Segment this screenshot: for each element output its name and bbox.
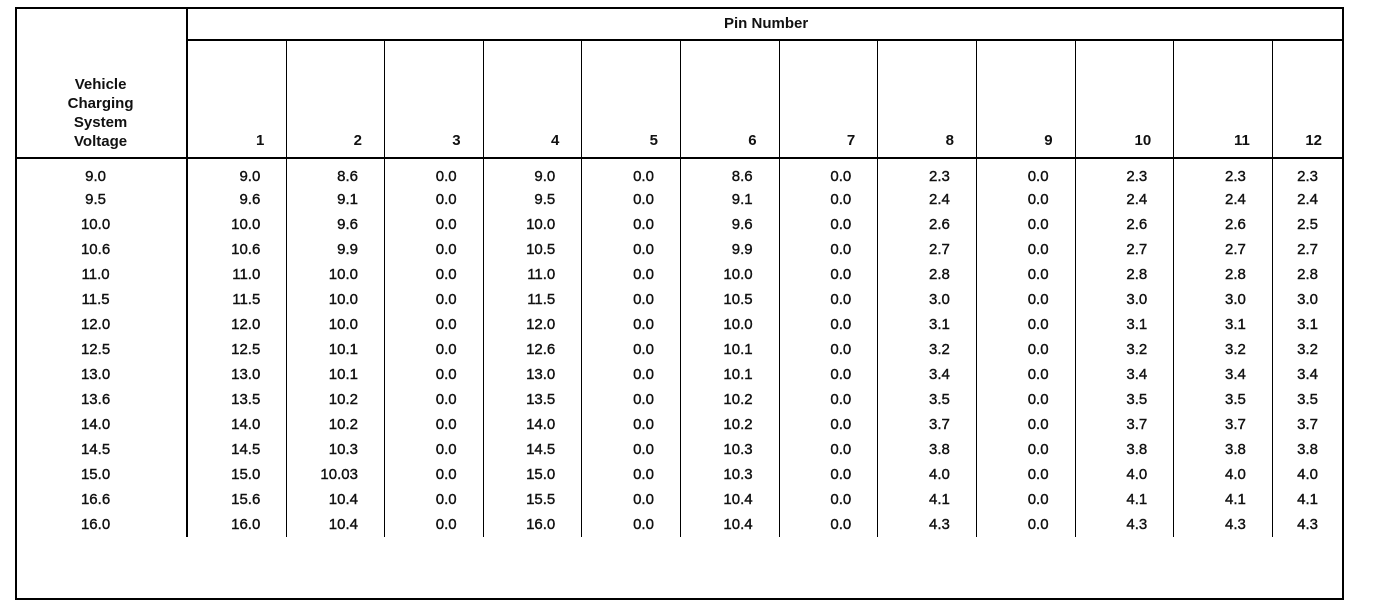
pin-value-cell: 10.0 <box>187 212 287 237</box>
pin-value-cell: 2.7 <box>878 237 977 262</box>
pin-value-cell: 3.1 <box>1075 312 1174 337</box>
pin-value-cell: 0.0 <box>582 512 681 537</box>
pin-value-cell: 10.4 <box>680 487 779 512</box>
pin-value-cell: 13.0 <box>187 362 287 387</box>
pin-value-cell: 9.1 <box>680 187 779 212</box>
pin-value-cell: 2.3 <box>1174 158 1273 187</box>
table-row <box>15 462 1344 487</box>
pin-value-cell: 3.5 <box>1075 387 1174 412</box>
pin-header-4: 4 <box>483 40 582 158</box>
voltage-cell: 11.5 <box>15 287 187 312</box>
pin-value-cell: 3.7 <box>878 412 977 437</box>
row-header-line: Vehicle <box>74 76 127 93</box>
voltage-cell: 15.0 <box>15 462 187 487</box>
pin-value-cell: 9.6 <box>287 212 385 237</box>
table-row <box>15 412 1344 437</box>
row-header-line: System <box>73 114 128 131</box>
pin-value-cell: 9.6 <box>187 187 287 212</box>
pin-value-cell: 0.0 <box>976 312 1075 337</box>
table-row <box>15 212 1344 237</box>
pin-value-cell: 10.2 <box>680 387 779 412</box>
pin-value-cell: 9.1 <box>287 187 385 212</box>
pin-value-cell: 0.0 <box>582 462 681 487</box>
voltage-cell: 10.6 <box>15 237 187 262</box>
pin-value-cell: 0.0 <box>976 512 1075 537</box>
pin-value-cell: 2.4 <box>878 187 977 212</box>
pin-value-cell: 0.0 <box>779 512 878 537</box>
row-header-line: Charging <box>67 95 134 112</box>
pin-value-cell: 0.0 <box>976 337 1075 362</box>
voltage-cell: 14.0 <box>15 412 187 437</box>
pin-value-cell: 8.6 <box>680 158 779 187</box>
pin-value-cell: 10.1 <box>287 337 385 362</box>
pin-value-cell: 13.5 <box>483 387 582 412</box>
pin-value-cell: 14.5 <box>187 437 287 462</box>
pin-value-cell: 0.0 <box>779 212 878 237</box>
pin-value-cell: 4.1 <box>1174 487 1273 512</box>
table-row <box>15 187 1344 212</box>
pin-value-cell: 2.8 <box>878 262 977 287</box>
pin-value-cell: 3.7 <box>1174 412 1273 437</box>
pin-value-cell: 3.1 <box>1297 316 1318 333</box>
pin-header-8: 8 <box>878 40 977 158</box>
pin-value-cell: 3.8 <box>1075 437 1174 462</box>
pin-value-cell: 15.0 <box>187 462 287 487</box>
pin-header-11: 11 <box>1174 40 1273 158</box>
pin-value-cell: 3.2 <box>1075 337 1174 362</box>
pin-value-cell: 10.1 <box>287 362 385 387</box>
pin-value-cell: 0.0 <box>384 287 483 312</box>
pin-value-cell: 0.0 <box>384 362 483 387</box>
pin-value-cell: 0.0 <box>582 337 681 362</box>
pin-value-cell: 11.5 <box>483 287 582 312</box>
pin-value-cell: 2.3 <box>878 158 977 187</box>
pin-value-cell: 0.0 <box>976 437 1075 462</box>
pin-value-cell: 3.2 <box>878 337 977 362</box>
pin-value-cell: 9.9 <box>287 237 385 262</box>
pin-value-cell: 0.0 <box>384 462 483 487</box>
pin-value-cell: 10.6 <box>187 237 287 262</box>
pin-value-cell: 3.8 <box>878 437 977 462</box>
pin-value-cell: 2.8 <box>1075 262 1174 287</box>
pin-value-cell: 0.0 <box>779 437 878 462</box>
pin-value-cell: 0.0 <box>779 362 878 387</box>
pin-value-cell: 12.6 <box>483 337 582 362</box>
pin-value-cell: 12.0 <box>187 312 287 337</box>
pin-value-cell: 3.7 <box>1075 412 1174 437</box>
pin-value-cell: 0.0 <box>582 262 681 287</box>
pin-number-header: Pin Number <box>187 7 1344 40</box>
pin-value-cell: 15.5 <box>483 487 582 512</box>
voltage-cell: 14.5 <box>15 437 187 462</box>
pin-value-cell: 0.0 <box>976 287 1075 312</box>
pin-header-10: 10 <box>1075 40 1174 158</box>
pin-value-cell: 4.1 <box>878 487 977 512</box>
pin-value-cell: 10.0 <box>483 212 582 237</box>
pin-value-cell: 2.4 <box>1297 191 1318 208</box>
pin-voltage-table <box>15 7 1344 537</box>
pin-value-cell: 3.8 <box>1174 437 1273 462</box>
voltage-cell: 16.6 <box>15 487 187 512</box>
pin-value-cell: 0.0 <box>384 312 483 337</box>
pin-value-cell: 3.5 <box>878 387 977 412</box>
pin-value-cell: 0.0 <box>384 212 483 237</box>
row-header-label <box>15 7 187 158</box>
pin-value-cell: 0.0 <box>976 262 1075 287</box>
pin-value-cell: 3.0 <box>878 287 977 312</box>
pin-value-cell: 10.2 <box>287 412 385 437</box>
pin-value-cell: 0.0 <box>976 362 1075 387</box>
pin-value-cell: 2.5 <box>1297 216 1318 233</box>
pin-value-cell: 4.3 <box>1174 512 1273 537</box>
pin-value-cell: 10.3 <box>680 462 779 487</box>
pin-value-cell: 0.0 <box>582 487 681 512</box>
pin-value-cell: 0.0 <box>976 412 1075 437</box>
pin-value-cell: 11.5 <box>187 287 287 312</box>
table-row <box>15 312 1344 337</box>
pin-value-cell: 3.4 <box>878 362 977 387</box>
pin-value-cell: 0.0 <box>582 312 681 337</box>
pin-value-cell: 13.0 <box>483 362 582 387</box>
pin-header-5: 5 <box>582 40 681 158</box>
pin-value-cell: 0.0 <box>779 462 878 487</box>
pin-value-cell: 3.4 <box>1075 362 1174 387</box>
pin-header-9: 9 <box>976 40 1075 158</box>
pin-value-cell: 0.0 <box>384 487 483 512</box>
pin-value-cell: 16.0 <box>483 512 582 537</box>
voltage-cell: 9.5 <box>15 187 187 212</box>
pin-value-cell: 10.3 <box>680 437 779 462</box>
pin-value-cell: 0.0 <box>779 262 878 287</box>
table-row <box>15 437 1344 462</box>
pin-value-cell: 0.0 <box>582 237 681 262</box>
pin-value-cell: 3.1 <box>1174 312 1273 337</box>
voltage-cell: 13.0 <box>15 362 187 387</box>
pin-value-cell: 2.7 <box>1297 241 1318 258</box>
voltage-cell: 9.0 <box>15 158 187 187</box>
pin-value-cell: 0.0 <box>384 187 483 212</box>
pin-value-cell: 0.0 <box>976 158 1075 187</box>
pin-value-cell: 9.0 <box>483 158 582 187</box>
pin-value-cell: 0.0 <box>779 337 878 362</box>
pin-value-cell: 3.4 <box>1174 362 1273 387</box>
pin-value-cell: 2.3 <box>1075 158 1174 187</box>
pin-value-cell: 10.5 <box>680 287 779 312</box>
pin-value-cell: 10.2 <box>287 387 385 412</box>
pin-value-cell: 11.0 <box>483 262 582 287</box>
pin-value-cell: 0.0 <box>779 312 878 337</box>
pin-value-cell: 4.1 <box>1075 487 1174 512</box>
pin-value-cell: 3.5 <box>1174 387 1273 412</box>
pin-value-cell: 15.0 <box>483 462 582 487</box>
pin-value-cell: 0.0 <box>582 187 681 212</box>
pin-value-cell: 3.0 <box>1297 291 1318 308</box>
pin-value-cell: 0.0 <box>582 158 681 187</box>
pin-value-cell: 0.0 <box>779 287 878 312</box>
pin-value-cell: 10.4 <box>287 487 385 512</box>
pin-value-cell: 16.0 <box>187 512 287 537</box>
pin-value-cell: 0.0 <box>582 362 681 387</box>
pin-value-cell: 9.6 <box>680 212 779 237</box>
pin-value-cell: 15.6 <box>187 487 287 512</box>
pin-value-cell: 0.0 <box>976 387 1075 412</box>
pin-value-cell: 4.0 <box>1297 466 1318 483</box>
table-row <box>15 387 1344 412</box>
pin-value-cell: 0.0 <box>779 187 878 212</box>
pin-value-cell: 2.8 <box>1174 262 1273 287</box>
table-row <box>15 287 1344 312</box>
pin-value-cell: 0.0 <box>582 212 681 237</box>
pin-value-cell: 3.4 <box>1297 366 1318 383</box>
pin-value-cell: 0.0 <box>384 437 483 462</box>
pin-value-cell: 10.0 <box>287 262 385 287</box>
pin-value-cell: 0.0 <box>779 487 878 512</box>
table-row <box>15 237 1344 262</box>
pin-header-2: 2 <box>287 40 385 158</box>
pin-value-cell: 3.1 <box>878 312 977 337</box>
pin-value-cell: 2.3 <box>1297 167 1318 185</box>
pin-value-cell: 0.0 <box>976 487 1075 512</box>
voltage-cell: 16.0 <box>15 512 187 537</box>
pin-value-cell: 0.0 <box>976 212 1075 237</box>
pin-value-cell: 12.5 <box>187 337 287 362</box>
pin-value-cell: 10.0 <box>287 312 385 337</box>
table-row <box>15 337 1344 362</box>
pin-value-cell: 13.5 <box>187 387 287 412</box>
pin-header-7: 7 <box>779 40 878 158</box>
pin-value-cell: 2.4 <box>1075 187 1174 212</box>
pin-value-cell: 0.0 <box>582 387 681 412</box>
pin-value-cell: 4.0 <box>1174 462 1273 487</box>
pin-value-cell: 2.7 <box>1075 237 1174 262</box>
pin-header-3: 3 <box>384 40 483 158</box>
pin-value-cell: 0.0 <box>779 158 878 187</box>
pin-value-cell: 0.0 <box>384 412 483 437</box>
pin-value-cell: 4.1 <box>1297 491 1318 508</box>
table-row <box>15 512 1344 537</box>
pin-value-cell: 0.0 <box>384 262 483 287</box>
pin-value-cell: 2.6 <box>878 212 977 237</box>
pin-value-cell: 0.0 <box>384 158 483 187</box>
pin-value-cell: 0.0 <box>384 387 483 412</box>
pin-value-cell: 0.0 <box>779 237 878 262</box>
row-header-line: Voltage <box>74 133 128 150</box>
pin-value-cell: 10.1 <box>680 362 779 387</box>
pin-header-6: 6 <box>680 40 779 158</box>
pin-value-cell: 10.2 <box>680 412 779 437</box>
pin-value-cell: 2.6 <box>1075 212 1174 237</box>
voltage-cell: 11.0 <box>15 262 187 287</box>
pin-value-cell: 0.0 <box>976 237 1075 262</box>
pin-value-cell: 3.8 <box>1297 441 1318 458</box>
pin-value-cell: 3.5 <box>1297 391 1318 408</box>
pin-value-cell: 0.0 <box>779 387 878 412</box>
pin-header-12: 12 <box>1272 40 1344 158</box>
table-row <box>15 362 1344 387</box>
pin-value-cell: 0.0 <box>582 287 681 312</box>
table-row <box>15 262 1344 287</box>
pin-value-cell: 3.0 <box>1174 287 1273 312</box>
voltage-cell: 12.5 <box>15 337 187 362</box>
pin-value-cell: 0.0 <box>384 512 483 537</box>
table-body <box>15 158 1344 537</box>
pin-value-cell: 0.0 <box>582 412 681 437</box>
pin-value-cell: 10.3 <box>287 437 385 462</box>
pin-value-cell: 0.0 <box>779 412 878 437</box>
pin-value-cell: 3.0 <box>1075 287 1174 312</box>
pin-value-cell: 10.03 <box>287 462 385 487</box>
pin-value-cell: 10.0 <box>680 262 779 287</box>
pin-value-cell: 10.0 <box>680 312 779 337</box>
pin-value-cell: 0.0 <box>384 337 483 362</box>
pin-header-1: 1 <box>187 40 287 158</box>
pin-value-cell: 2.6 <box>1174 212 1273 237</box>
pin-value-cell: 3.2 <box>1174 337 1273 362</box>
pin-header-row <box>15 40 1344 158</box>
table-row <box>15 487 1344 512</box>
pin-value-cell: 2.7 <box>1174 237 1273 262</box>
pin-value-cell: 10.0 <box>287 287 385 312</box>
voltage-cell: 12.0 <box>15 312 187 337</box>
pin-value-cell: 12.0 <box>483 312 582 337</box>
table-row <box>15 158 1344 187</box>
pin-value-cell: 8.6 <box>287 158 385 187</box>
pin-value-cell: 0.0 <box>582 437 681 462</box>
voltage-cell: 13.6 <box>15 387 187 412</box>
pin-value-cell: 10.4 <box>680 512 779 537</box>
pin-value-cell: 3.2 <box>1297 341 1318 358</box>
voltage-cell: 10.0 <box>15 212 187 237</box>
pin-value-cell: 4.3 <box>878 512 977 537</box>
pin-value-cell: 9.0 <box>187 158 287 187</box>
pin-value-cell: 4.0 <box>1075 462 1174 487</box>
pin-value-cell: 4.3 <box>1297 516 1318 533</box>
pin-value-cell: 10.1 <box>680 337 779 362</box>
pin-value-cell: 0.0 <box>976 462 1075 487</box>
pin-value-cell: 11.0 <box>187 262 287 287</box>
pin-value-cell: 2.8 <box>1297 266 1318 283</box>
pin-value-cell: 4.3 <box>1075 512 1174 537</box>
pin-value-cell: 4.0 <box>878 462 977 487</box>
pin-value-cell: 2.4 <box>1174 187 1273 212</box>
pin-value-cell: 14.5 <box>483 437 582 462</box>
pin-value-cell: 0.0 <box>384 237 483 262</box>
pin-value-cell: 9.9 <box>680 237 779 262</box>
pin-value-cell: 9.5 <box>483 187 582 212</box>
pin-value-cell: 14.0 <box>483 412 582 437</box>
pin-value-cell: 10.4 <box>287 512 385 537</box>
pin-value-cell: 3.7 <box>1297 416 1318 433</box>
pin-value-cell: 10.5 <box>483 237 582 262</box>
pin-value-cell: 14.0 <box>187 412 287 437</box>
pin-value-cell: 0.0 <box>976 187 1075 212</box>
